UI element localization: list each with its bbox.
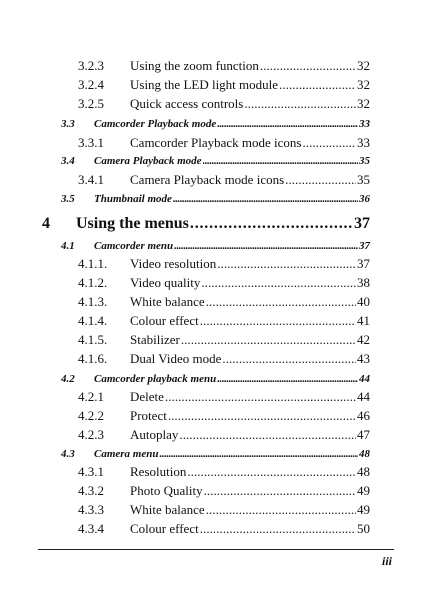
entry-page: 35 — [357, 172, 370, 187]
dot-leader — [201, 275, 356, 291]
entry-page: 44 — [359, 373, 370, 385]
entry-page: 32 — [357, 77, 370, 92]
dot-leader — [204, 483, 356, 499]
entry-title: Camera menu — [94, 448, 159, 460]
dot-leader — [244, 96, 356, 112]
toc-entry[interactable] — [0, 464, 435, 480]
entry-number: 3.2.4 — [78, 77, 104, 92]
toc-entry[interactable] — [0, 313, 435, 329]
dot-leader — [217, 118, 358, 130]
entry-title: Stabilizer — [130, 332, 180, 347]
entry-title: Video quality — [130, 275, 201, 290]
toc-entry[interactable] — [0, 58, 435, 74]
entry-page: 46 — [357, 408, 370, 423]
toc-entry[interactable] — [0, 521, 435, 537]
entry-page: 37 — [359, 240, 370, 252]
dot-leader — [190, 215, 353, 233]
entry-title: Colour effect — [130, 521, 199, 536]
toc-chapter-entry[interactable] — [0, 215, 435, 233]
toc-entry[interactable] — [0, 408, 435, 424]
toc-entry[interactable] — [0, 427, 435, 443]
entry-page: 32 — [357, 96, 370, 111]
toc-entry[interactable] — [0, 96, 435, 112]
entry-title: White balance — [130, 294, 205, 309]
dot-leader — [181, 332, 356, 348]
entry-number: 3.2.5 — [78, 96, 104, 111]
entry-number: 4.2.2 — [78, 408, 104, 423]
entry-title: Autoplay — [130, 427, 179, 442]
toc-entry[interactable] — [0, 135, 435, 151]
entry-page: 47 — [357, 427, 370, 442]
entry-page: 37 — [357, 256, 370, 271]
toc-section-entry[interactable] — [0, 373, 435, 385]
entry-number: 3.4.1 — [78, 172, 104, 187]
entry-title: White balance — [130, 502, 205, 517]
dot-leader — [173, 193, 358, 205]
dot-leader — [159, 448, 358, 460]
dot-leader — [206, 294, 356, 310]
dot-leader — [206, 502, 356, 518]
toc-entry[interactable] — [0, 332, 435, 348]
entry-page: 33 — [359, 118, 370, 130]
toc-section-entry[interactable] — [0, 448, 435, 460]
entry-number: 4.1 — [61, 240, 75, 252]
entry-number: 4.2.1 — [78, 389, 104, 404]
entry-title: Camcorder Playback mode — [94, 118, 217, 130]
entry-number: 3.3.1 — [78, 135, 104, 150]
entry-title: Resolution — [130, 464, 187, 479]
toc-entry[interactable] — [0, 256, 435, 272]
entry-number: 4.1.2. — [78, 275, 108, 290]
dot-leader — [200, 521, 356, 537]
entry-number: 4 — [42, 215, 50, 232]
entry-page: 48 — [359, 448, 370, 460]
entry-page: 36 — [359, 193, 370, 205]
toc-entry[interactable] — [0, 351, 435, 367]
entry-number: 4.1.4. — [78, 313, 108, 328]
entry-page: 40 — [357, 294, 370, 309]
entry-title: Delete — [130, 389, 164, 404]
dot-leader — [217, 373, 358, 385]
dot-leader — [174, 240, 358, 252]
entry-page: 41 — [357, 313, 370, 328]
entry-title: Dual Video mode — [130, 351, 222, 366]
dot-leader — [165, 389, 356, 405]
toc-entry[interactable] — [0, 275, 435, 291]
entry-number: 4.2 — [61, 373, 75, 385]
entry-page: 32 — [357, 58, 370, 73]
entry-number: 3.3 — [61, 118, 75, 130]
dot-leader — [187, 464, 356, 480]
entry-title: Using the LED light module — [130, 77, 279, 92]
entry-number: 4.3.1 — [78, 464, 104, 479]
entry-number: 3.5 — [61, 193, 75, 205]
dot-leader — [285, 172, 356, 188]
entry-title: Camcorder playback menu — [94, 373, 217, 385]
entry-number: 4.3 — [61, 448, 75, 460]
entry-page: 49 — [357, 483, 370, 498]
toc-entry[interactable] — [0, 483, 435, 499]
toc-section-entry[interactable] — [0, 118, 435, 130]
entry-number: 4.2.3 — [78, 427, 104, 442]
entry-title: Camera Playback mode — [94, 155, 202, 167]
toc-section-entry[interactable] — [0, 193, 435, 205]
dot-leader — [168, 408, 356, 424]
entry-page: 48 — [357, 464, 370, 479]
entry-title: Protect — [130, 408, 167, 423]
entry-title: Camcorder menu — [94, 240, 174, 252]
entry-page: 42 — [357, 332, 370, 347]
footer-divider — [38, 549, 394, 550]
entry-page: 33 — [357, 135, 370, 150]
entry-page: 49 — [357, 502, 370, 517]
entry-number: 4.1.1. — [78, 256, 108, 271]
entry-page: 43 — [357, 351, 370, 366]
entry-title: Thumbnail mode — [94, 193, 172, 205]
entry-number: 4.3.4 — [78, 521, 104, 536]
toc-section-entry[interactable] — [0, 155, 435, 167]
entry-title: Photo Quality — [130, 483, 203, 498]
dot-leader — [179, 427, 356, 443]
entry-title: Camcorder Playback mode icons — [130, 135, 302, 150]
toc-entry[interactable] — [0, 77, 435, 93]
entry-page: 35 — [359, 155, 370, 167]
entry-page: 37 — [354, 215, 370, 232]
entry-title: Camera Playback mode icons — [130, 172, 285, 187]
entry-number: 4.1.5. — [78, 332, 108, 347]
entry-page: 38 — [357, 275, 370, 290]
dot-leader — [302, 135, 356, 151]
dot-leader — [279, 77, 356, 93]
dot-leader — [203, 155, 358, 167]
entry-number: 4.3.3 — [78, 502, 104, 517]
entry-number: 4.3.2 — [78, 483, 104, 498]
entry-title: Colour effect — [130, 313, 199, 328]
dot-leader — [260, 58, 356, 74]
entry-page: 50 — [357, 521, 370, 536]
toc-entry[interactable] — [0, 389, 435, 405]
toc-entry[interactable] — [0, 172, 435, 188]
dot-leader — [217, 256, 356, 272]
entry-title: Using the menus — [76, 215, 189, 232]
entry-number: 3.4 — [61, 155, 75, 167]
dot-leader — [222, 351, 356, 367]
entry-page: 44 — [357, 389, 370, 404]
page-number: iii — [381, 554, 392, 568]
toc-entry[interactable] — [0, 502, 435, 518]
entry-number: 4.1.3. — [78, 294, 108, 309]
entry-title: Using the zoom function — [130, 58, 259, 73]
entry-number: 3.2.3 — [78, 58, 104, 73]
toc-section-entry[interactable] — [0, 240, 435, 252]
toc-entry[interactable] — [0, 294, 435, 310]
entry-title: Video resolution — [130, 256, 217, 271]
entry-number: 4.1.6. — [78, 351, 108, 366]
dot-leader — [200, 313, 356, 329]
entry-title: Quick access controls — [130, 96, 244, 111]
